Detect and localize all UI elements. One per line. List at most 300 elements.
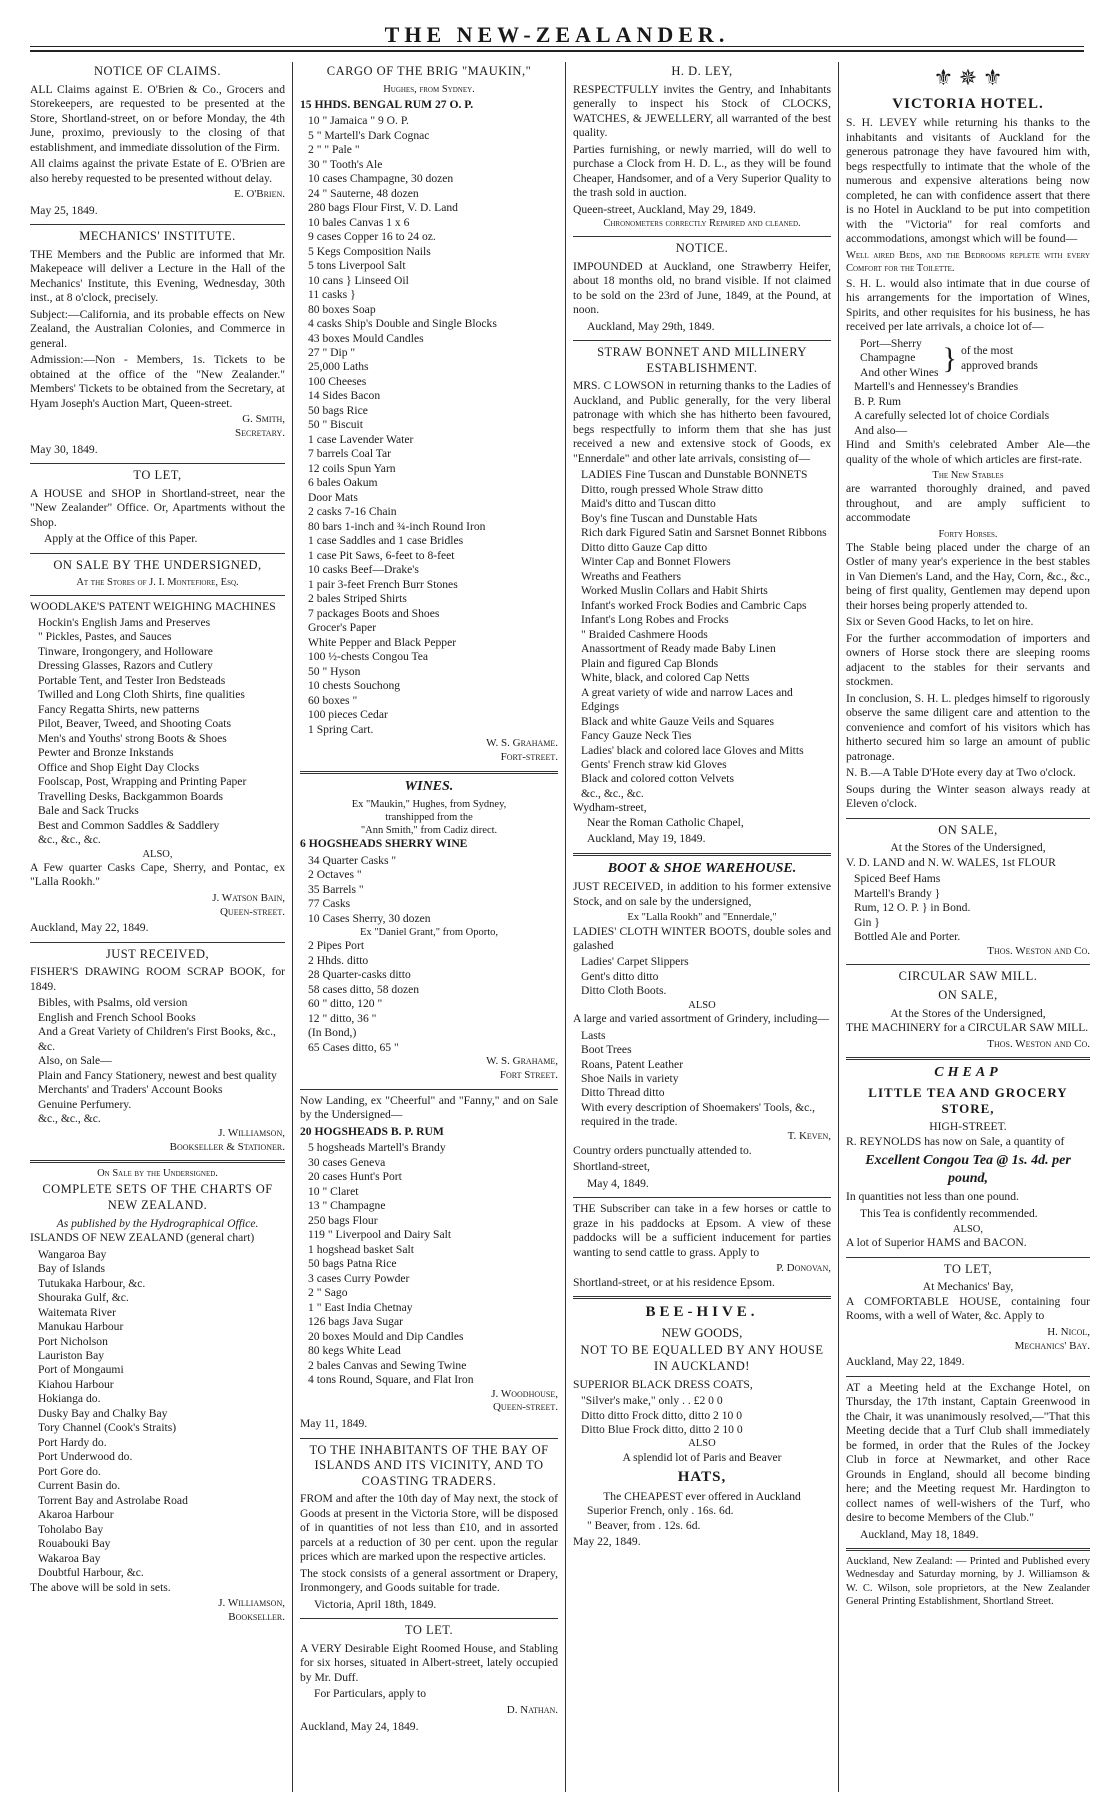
divider bbox=[573, 1197, 831, 1198]
ad-heading: BOOT & SHOE WAREHOUSE. bbox=[607, 860, 797, 876]
ad-just-received bbox=[30, 947, 285, 1154]
column-divider bbox=[838, 62, 839, 1792]
list-item: 50 " Hyson bbox=[308, 664, 361, 678]
list-item: 1 Spring Cart. bbox=[308, 722, 374, 736]
list-item: Winter Cap and Bonnet Flowers bbox=[581, 555, 731, 569]
ad-subheading: At Mechanics' Bay, bbox=[922, 1280, 1014, 1294]
divider bbox=[30, 553, 285, 554]
list-item: 11 casks } bbox=[308, 288, 356, 302]
ad-to-let-house bbox=[300, 1623, 558, 1734]
list-item: Bottled Ale and Porter. bbox=[854, 930, 961, 944]
list-item: A carefully selected lot of choice Cordials bbox=[854, 409, 1050, 423]
column-divider bbox=[292, 62, 293, 1792]
ad-signature: Bookseller & Stationer. bbox=[169, 1140, 285, 1153]
ad-lead-item: WOODLAKE'S PATENT WEIGHING MACHINES bbox=[30, 599, 276, 613]
list-item: 1 " East India Chetnay bbox=[308, 1300, 413, 1314]
list-item: 50 " Biscuit bbox=[308, 418, 363, 432]
list-item: Waitemata River bbox=[38, 1305, 116, 1319]
list-item: Wakaroa Bay bbox=[38, 1551, 101, 1565]
list-item: 4 casks Ship's Double and Single Blocks bbox=[308, 317, 497, 331]
list-item: Ditto Blue Frock ditto, ditto 2 10 0 bbox=[581, 1423, 743, 1436]
ad-body: A lot of Superior HAMS and BACON. bbox=[846, 1236, 1027, 1250]
ad-notice-of-claims bbox=[30, 64, 285, 218]
list-item: Rich dark Figured Satin and Sarsnet Bonnet Ribbons bbox=[581, 526, 827, 540]
list-item: Plain and figured Cap Blonds bbox=[581, 656, 719, 670]
ad-body: In quantities not less than one pound. bbox=[846, 1190, 1019, 1204]
divider bbox=[300, 1438, 558, 1439]
ad-body: For Particulars, apply to bbox=[314, 1687, 427, 1701]
columns bbox=[30, 62, 1090, 1792]
ad-subheading: Ex "Lalla Rookh" and "Ennerdale," bbox=[627, 912, 777, 924]
divider bbox=[30, 595, 285, 596]
ad-signature: J. Watson Bain, bbox=[212, 891, 285, 904]
item-list bbox=[300, 1141, 558, 1387]
list-item: 2 Pipes Port bbox=[308, 939, 365, 953]
ad-date: Auckland, May 22, 1849. bbox=[846, 1355, 965, 1369]
ad-body: The above will be sold in sets. bbox=[30, 1580, 171, 1594]
list-item: Wreaths and Feathers bbox=[581, 569, 681, 583]
ad-date: Auckland, May 19, 1849. bbox=[587, 832, 706, 846]
ad-signature: W. S. Grahame. bbox=[486, 737, 558, 750]
list-item: Shoe Nails in variety bbox=[581, 1071, 679, 1085]
list-item: Maid's ditto and Tuscan ditto bbox=[581, 497, 716, 511]
divider bbox=[30, 1160, 285, 1163]
list-item: Ditto ditto Gauze Cap ditto bbox=[581, 540, 708, 554]
ad-heading: TO LET. bbox=[404, 1623, 454, 1638]
ad-date: Auckland, May 29th, 1849. bbox=[587, 319, 715, 333]
list-item: Port Hardy do. bbox=[38, 1435, 107, 1449]
ad-body: THE Subscriber can take in a few horses or cattle to graze in his paddocks at Epsom. A view of these paddocks will be a sufficient inducement for parties wanting to send cattle to grass. Apply to bbox=[573, 1202, 831, 1259]
ad-body: Hind and Smith's celebrated Amber Ale—the quality of the whole of which articles are first-rate. bbox=[846, 438, 1090, 466]
ad-lead-item: LADIES' CLOTH WINTER BOOTS, double soles and galashed bbox=[573, 924, 831, 952]
ad-subheading: Ex "Maukin," Hughes, from Sydney, bbox=[351, 799, 507, 811]
item-list bbox=[846, 380, 1090, 438]
ad-hd-ley bbox=[573, 64, 831, 230]
list-item: 1 case Saddles and 1 case Bridles bbox=[308, 534, 464, 548]
list-item: 12 " ditto, 36 " bbox=[308, 1011, 377, 1025]
list-item: Akaroa Harbour bbox=[38, 1508, 114, 1522]
list-item: 10 Cases Sherry, 30 dozen bbox=[308, 911, 431, 925]
ad-body: Soups during the Winter season always ready at Eleven o'clock. bbox=[846, 782, 1090, 811]
list-item: Pilot, Beaver, Tweed, and Shooting Coats bbox=[38, 717, 232, 731]
ad-signature: J. Williamson, bbox=[218, 1597, 285, 1610]
ad-date: May 22, 1849. bbox=[573, 1535, 641, 1549]
list-item: Also, on Sale— bbox=[38, 1054, 112, 1068]
ad-heading: ON SALE BY THE UNDERSIGNED, bbox=[53, 557, 262, 572]
ad-body: FROM and after the 10th day of May next, the stock of Goods at present in the Victoria Store, will be disposed of in quantities of not less than £10, and in assorted parcels at a reduction of 30 per cent. upon the regular prices which are marked upon the respective articles. bbox=[300, 1492, 558, 1564]
list-item: 30 " Tooth's Ale bbox=[308, 157, 383, 171]
ad-heading: ON SALE, bbox=[938, 822, 998, 837]
list-item: 58 cases ditto, 58 dozen bbox=[308, 982, 420, 996]
ad-subheading: NEW GOODS, bbox=[661, 1325, 743, 1341]
ad-subheading: The New Stables bbox=[932, 470, 1004, 482]
ad-signature: Thos. Weston and Co. bbox=[987, 944, 1090, 957]
list-item: 60 " ditto, 120 " bbox=[308, 997, 383, 1011]
ad-subheading: NOT TO BE EQUALLED BY ANY HOUSE IN AUCKLAND! bbox=[580, 1343, 824, 1373]
list-item: With every description of Shoemakers' Tools, &c., required in the trade. bbox=[581, 1100, 816, 1129]
ad-body: ALL Claims against E. O'Brien & Co., Grocers and Storekeepers, are requested to be presented at the Store, Shortland-street, on or before Monday, the 4th June, proximo, previously to the closing of that establishment, and immediate dissolution of the Firm. bbox=[30, 82, 285, 154]
list-item: Fancy Gauze Neck Ties bbox=[581, 729, 692, 743]
ad-date: Victoria, April 18th, 1849. bbox=[314, 1597, 437, 1611]
list-item: And a Great Variety of Children's First Books, &c., &c. bbox=[38, 1025, 276, 1053]
list-item: 100 ½-chests Congou Tea bbox=[308, 650, 429, 664]
list-item: 2 casks 7-16 Chain bbox=[308, 505, 397, 519]
list-item: 80 kegs White Lead bbox=[308, 1344, 401, 1358]
list-item: 65 Cases ditto, 65 " bbox=[308, 1040, 399, 1054]
list-item: 1 pair 3-feet French Burr Stones bbox=[308, 577, 458, 591]
list-item: Port—Sherry bbox=[860, 336, 922, 350]
list-item: " Braided Cashmere Hoods bbox=[581, 627, 708, 641]
royal-arms-icon: ⚜ ✵ ⚜ bbox=[933, 65, 1003, 90]
divider bbox=[573, 340, 831, 341]
list-item: Gents' French straw kid Gloves bbox=[581, 758, 727, 771]
ad-body: All claims against the private Estate of E. O'Brien are also hereby requested to be presented without delay. bbox=[30, 157, 285, 185]
ad-lead-item: ISLANDS OF NEW ZEALAND (general chart) bbox=[30, 1231, 255, 1245]
ad-heading: TO LET, bbox=[133, 468, 182, 483]
list-item: Fancy Regatta Shirts, new patterns bbox=[38, 702, 200, 716]
ad-body: Well aired Beds, and the Bedrooms replete with every Comfort for the Toilette. bbox=[846, 249, 1090, 274]
item-list bbox=[30, 1248, 285, 1581]
list-item: Men's and Youths' strong Boots & Shoes bbox=[38, 731, 227, 745]
list-item: Tory Channel (Cook's Straits) bbox=[38, 1421, 177, 1435]
list-item: Dusky Bay and Chalky Bay bbox=[38, 1406, 168, 1420]
list-item: Bale and Sack Trucks bbox=[38, 804, 139, 818]
list-item: Hokianga do. bbox=[38, 1392, 101, 1406]
also-label: ALSO, bbox=[142, 848, 173, 860]
column-4 bbox=[846, 62, 1090, 1792]
list-item: 250 bags Flour bbox=[308, 1213, 378, 1227]
list-item: Port of Mongaumi bbox=[38, 1363, 124, 1377]
ad-subheading: Ex "Daniel Grant," from Oporto, bbox=[359, 927, 499, 939]
imprint: Auckland, New Zealand: — Printed and Published every Wednesday and Saturday morning, by J. Williamson & W. C. Wilson, sole proprietors, at the New Zealander General Printing Establishment, Shortland Street. bbox=[846, 1556, 1090, 1607]
list-item: Bay of Islands bbox=[38, 1262, 105, 1276]
ad-on-sale bbox=[30, 558, 285, 936]
list-item: 10 cans } Linseed Oil bbox=[308, 273, 409, 287]
masthead-title: THE NEW-ZEALANDER. bbox=[384, 22, 730, 47]
column-1 bbox=[30, 62, 285, 1792]
ad-heading: JUST RECEIVED, bbox=[105, 946, 210, 961]
masthead bbox=[30, 22, 1084, 56]
ad-lead-item: SUPERIOR BLACK DRESS COATS, bbox=[573, 1377, 753, 1391]
ad-signature: Thos. Weston and Co. bbox=[987, 1037, 1090, 1050]
ad-subheading: At the Stores of J. I. Montefiore, Esq. bbox=[76, 577, 239, 589]
ad-body: N. B.—A Table D'Hote every day at Two o'clock. bbox=[846, 766, 1076, 780]
ad-signature: G. Smith, bbox=[242, 413, 285, 426]
ad-boot-shoe bbox=[573, 860, 831, 1191]
ad-signature: J. Williamson, bbox=[218, 1126, 285, 1139]
ad-lead-item: 6 HOGSHEADS SHERRY WINE bbox=[300, 837, 468, 851]
list-item: Boy's fine Tuscan and Dunstable Hats bbox=[581, 511, 758, 525]
ad-lead-item: V. D. LAND and N. W. WALES, 1st FLOUR bbox=[846, 855, 1056, 869]
ad-subheading: Forty Horses. bbox=[938, 528, 998, 540]
also-label: ALSO, bbox=[952, 1224, 984, 1236]
list-item: 10 cases Champagne, 30 dozen bbox=[308, 172, 454, 186]
list-item: 2 " " Pale " bbox=[308, 143, 360, 157]
list-item: Door Mats bbox=[308, 490, 358, 504]
list-item: 60 boxes " bbox=[308, 693, 358, 707]
list-item: Best and Common Saddles & Saddlery bbox=[38, 818, 220, 832]
list-item: Rum, 12 O. P. } in Bond. bbox=[854, 901, 971, 915]
list-item: B. P. Rum bbox=[854, 394, 902, 408]
list-item: 20 cases Hunt's Port bbox=[308, 1170, 402, 1184]
list-item: Ditto Thread ditto bbox=[581, 1086, 665, 1100]
list-item: 3 cases Curry Powder bbox=[308, 1271, 410, 1285]
list-item: Port Underwood do. bbox=[38, 1450, 133, 1464]
list-item: And also— bbox=[854, 423, 908, 437]
list-item: Anassortment of Ready made Baby Linen bbox=[581, 642, 776, 656]
list-item: &c., &c., &c. bbox=[38, 833, 101, 847]
list-item: Travelling Desks, Backgammon Boards bbox=[38, 789, 224, 803]
list-item: Plain and Fancy Stationery, newest and best quality bbox=[38, 1068, 277, 1082]
ad-signature: Mechanics' Bay. bbox=[1014, 1339, 1090, 1352]
ad-signature: Queen-street. bbox=[219, 905, 285, 918]
ad-body: IMPOUNDED at Auckland, one Strawberry Heifer, about 18 months old, no brand visible. If not claimed to be sold on the 23rd of June, 1849, at the Pound, at noon. bbox=[573, 259, 831, 317]
ad-address: Wydham-street, bbox=[573, 801, 647, 815]
list-item: 4 tons Round, Square, and Flat Iron bbox=[308, 1373, 474, 1387]
list-item: Ladies' Carpet Slippers bbox=[581, 955, 689, 969]
ad-heading: MECHANICS' INSTITUTE. bbox=[79, 229, 236, 244]
list-item: 10 chests Souchong bbox=[308, 679, 401, 693]
ad-signature: E. O'Brien. bbox=[234, 188, 285, 201]
ad-subheading: Hughes, from Sydney. bbox=[383, 83, 475, 95]
ad-signature: W. S. Grahame, bbox=[486, 1055, 558, 1068]
list-item: Martell's and Hennessey's Brandies bbox=[854, 380, 1019, 394]
ad-straw-bonnet bbox=[573, 345, 831, 847]
list-item: 280 bags Flour First, V. D. Land bbox=[308, 201, 458, 215]
ad-date: May 25, 1849. bbox=[30, 203, 98, 217]
list-item: Doubtful Harbour, &c. bbox=[38, 1566, 144, 1580]
list-item: Port Nicholson bbox=[38, 1334, 108, 1348]
ad-bee-hive bbox=[573, 1303, 831, 1549]
list-item: 24 " Sauterne, 48 dozen bbox=[308, 186, 419, 200]
list-item: 10 casks Beef—Drake's bbox=[308, 563, 419, 577]
list-item: 100 pieces Cedar bbox=[308, 708, 388, 722]
ad-cargo bbox=[300, 64, 558, 765]
list-item: 2 bales Striped Shirts bbox=[308, 592, 407, 606]
ad-body: RESPECTFULLY invites the Gentry, and Inhabitants generally to inspect his Stock of CLOCKS, WATCHES, & JEWELLERY, all warranted of the best quality. bbox=[573, 82, 831, 140]
list-item: 80 boxes Soap bbox=[308, 302, 376, 316]
ad-date: May 11, 1849. bbox=[300, 1417, 368, 1431]
list-item: 9 cases Copper 16 to 24 oz. bbox=[308, 230, 436, 244]
list-item: 5 " Martell's Dark Cognac bbox=[308, 128, 430, 142]
list-item: A great variety of wide and narrow Laces and Edgings bbox=[581, 685, 793, 714]
list-item: 10 " Claret bbox=[308, 1184, 359, 1198]
ad-body: This Tea is confidently recommended. bbox=[860, 1206, 1038, 1220]
ad-date: May 4, 1849. bbox=[587, 1176, 649, 1190]
list-item: 10 " Jamaica " 9 O. P. bbox=[308, 114, 409, 128]
list-item: 2 Octaves " bbox=[308, 868, 362, 882]
divider bbox=[300, 1089, 558, 1090]
list-item: 12 coils Spun Yarn bbox=[308, 461, 396, 475]
list-item: Tinware, Irongongery, and Holloware bbox=[38, 644, 213, 658]
brace: } bbox=[942, 341, 957, 375]
ad-mechanics-institute bbox=[30, 229, 285, 457]
ad-saw-mill bbox=[846, 969, 1090, 1051]
ad-body: THE MACHINERY for a CIRCULAR SAW MILL. bbox=[846, 1021, 1089, 1035]
list-item: Boot Trees bbox=[581, 1043, 632, 1057]
list-item: Ditto, rough pressed Whole Straw ditto bbox=[581, 482, 764, 496]
ad-signature: Secretary. bbox=[234, 426, 285, 439]
ad-signature: T. Keven, bbox=[787, 1129, 831, 1142]
ad-body: A HOUSE and SHOP in Shortland-street, near the "New Zealander" Office. Or, Apartments without the Shop. bbox=[30, 486, 285, 529]
ad-cheap-tea bbox=[846, 1064, 1090, 1251]
ad-heading: TO LET, bbox=[943, 1261, 993, 1276]
list-item: 77 Casks bbox=[308, 897, 351, 911]
ad-signature: Bookseller. bbox=[228, 1610, 285, 1623]
list-item: 7 barrels Coal Tar bbox=[308, 447, 392, 461]
ad-body: A Few quarter Casks Cape, Sherry, and Pontac, ex "Lalla Rookh." bbox=[30, 860, 285, 889]
list-item: &c., &c., &c. bbox=[581, 786, 644, 800]
ad-address: Shortland-street, or at his residence Epsom. bbox=[573, 1275, 775, 1289]
ad-body: are warranted thoroughly drained, and paved throughout, and are amply sufficient to accommodate bbox=[846, 482, 1090, 525]
divider bbox=[300, 1618, 558, 1619]
list-item: Twilled and Long Cloth Shirts, fine qualities bbox=[38, 688, 245, 702]
list-item: 28 Quarter-casks ditto bbox=[308, 968, 411, 982]
list-item: White, black, and colored Cap Netts bbox=[581, 671, 750, 685]
list-item: Foolscap, Post, Wrapping and Printing Paper bbox=[38, 775, 247, 789]
item-list bbox=[30, 996, 285, 1126]
ad-to-let bbox=[30, 468, 285, 547]
ad-date: Auckland, May 22, 1849. bbox=[30, 921, 149, 935]
ad-body: R. REYNOLDS has now on Sale, a quantity of bbox=[846, 1134, 1065, 1148]
ad-highlight: Excellent Congou Tea @ 1s. 4d. per pound, bbox=[865, 1153, 1071, 1186]
list-item: Black and white Gauze Veils and Squares bbox=[581, 714, 774, 728]
ad-heading: CIRCULAR SAW MILL. bbox=[898, 969, 1038, 984]
ad-subheading: At the Stores of the Undersigned, bbox=[890, 841, 1046, 855]
ad-victoria-hotel bbox=[846, 64, 1090, 812]
ad-signature: J. Woodhouse, bbox=[491, 1387, 558, 1400]
item-list bbox=[573, 468, 831, 801]
ad-body: For the further accommodation of importers and owners of Horse stock there are sleeping rooms adjacent to the stables for their servants and stockmen. bbox=[846, 631, 1090, 689]
list-item: Martell's Brandy } bbox=[854, 886, 941, 900]
list-item: Tutukaka Harbour, &c. bbox=[38, 1276, 146, 1290]
list-item: Ladies' black and colored lace Gloves and Mitts bbox=[581, 743, 804, 757]
list-item: Kiahou Harbour bbox=[38, 1377, 114, 1391]
list-item: 100 Cheeses bbox=[308, 374, 367, 388]
list-item: 50 bags Rice bbox=[308, 403, 368, 417]
ad-body: THE Members and the Public are informed that Mr. Makepeace will deliver a Lecture in the Hall of the Mechanics' Institute, this Evening, Wednesday, 30th inst., at 8 o'clock, precisely. bbox=[30, 247, 285, 305]
ad-body: JUST RECEIVED, in addition to his former extensive Stock, and on sale by the undersigned, bbox=[573, 880, 831, 908]
list-item: Ditto Cloth Boots. bbox=[581, 984, 667, 998]
ad-date: Auckland, May 18, 1849. bbox=[860, 1527, 979, 1541]
list-item: Dressing Glasses, Razors and Cutlery bbox=[38, 659, 213, 673]
ad-lead-item: 20 HOGSHEADS B. P. RUM bbox=[300, 1124, 444, 1138]
list-item: Infant's worked Frock Bodies and Cambric Caps bbox=[581, 598, 807, 612]
item-list bbox=[300, 114, 558, 737]
list-item: 1 case Lavender Water bbox=[308, 432, 414, 446]
item-list bbox=[573, 1394, 831, 1437]
ad-heading: TO THE INHABITANTS OF THE BAY OF ISLANDS AND ITS VICINITY, AND TO COASTING TRADERS. bbox=[309, 1442, 549, 1488]
ad-subheading: transhipped from the bbox=[385, 812, 473, 824]
ad-subheading: LITTLE TEA AND GROCERY STORE, bbox=[868, 1084, 1068, 1117]
divider bbox=[30, 224, 285, 225]
item-list bbox=[300, 854, 558, 926]
ad-subheading: As published by the Hydrographical Office. bbox=[56, 1216, 259, 1230]
list-item: Genuine Perfumery. bbox=[38, 1097, 132, 1111]
ad-body: The Stable being placed under the charge of an Ostler of many year's experience in the best stables in Van Diemen's Land, and the Hay, Corn, &c., &c., being of first quality, Gentlemen may depend upon their horses being properly attended to. bbox=[846, 540, 1090, 612]
ad-body: A splendid lot of Paris and Beaver bbox=[622, 1450, 782, 1464]
list-item: 7 packages Boots and Shoes bbox=[308, 606, 440, 620]
ad-signature: D. Nathan. bbox=[506, 1703, 558, 1716]
ad-signature: P. Donovan, bbox=[776, 1262, 831, 1275]
list-item: Lauriston Bay bbox=[38, 1349, 105, 1362]
list-item: 35 Barrels " bbox=[308, 882, 364, 896]
ad-lead-item: FISHER'S DRAWING ROOM SCRAP BOOK, for 1849. bbox=[30, 965, 285, 993]
ad-now-landing bbox=[300, 1094, 558, 1432]
item-list bbox=[573, 955, 831, 998]
list-item: 126 bags Java Sugar bbox=[308, 1315, 403, 1329]
brace-label: of the most approved brands bbox=[960, 344, 1038, 372]
list-item: Gent's ditto ditto bbox=[581, 969, 659, 983]
also-label: ALSO bbox=[688, 1438, 716, 1450]
ad-heading: WINES. bbox=[404, 778, 454, 794]
list-item: And other Wines bbox=[860, 365, 939, 379]
list-item: 30 cases Geneva bbox=[308, 1155, 386, 1169]
list-item: Infant's Long Robes and Frocks bbox=[581, 613, 729, 627]
ad-body: MRS. C LOWSON in returning thanks to the Ladies of Auckland, and Public generally, for the very liberal patronage with which she has hitherto been favoured, begs respectfully to inform them that she has just received a new and extensive stock of Goods, ex "Ennerdale" and other late arrivals, consisting of— bbox=[573, 379, 831, 465]
list-item: Toholabo Bay bbox=[38, 1522, 104, 1536]
ad-body: A large and varied assortment of Grindery, including— bbox=[573, 1012, 829, 1026]
list-item: 14 Sides Bacon bbox=[308, 389, 381, 403]
list-item: Bibles, with Psalms, old version bbox=[38, 996, 188, 1010]
divider bbox=[846, 1057, 1090, 1060]
ad-body: A COMFORTABLE HOUSE, containing four Rooms, with a well of Water, &c. Apply to bbox=[846, 1294, 1090, 1323]
ad-heading: BEE-HIVE. bbox=[645, 1304, 759, 1321]
list-item: 10 bales Canvas 1 x 6 bbox=[308, 215, 410, 229]
list-item: 80 bars 1-inch and ¾-inch Round Iron bbox=[308, 519, 486, 533]
column-3 bbox=[573, 62, 831, 1792]
ad-heading: STRAW BONNET AND MILLINERY ESTABLISHMENT. bbox=[597, 345, 807, 375]
ad-date: Queen-street, Auckland, May 29, 1849. bbox=[573, 202, 756, 216]
list-item: Champagne bbox=[860, 351, 916, 365]
ad-heading: NOTICE. bbox=[675, 241, 729, 256]
price-line: Superior French, only . 16s. 6d. bbox=[587, 1504, 734, 1518]
list-item: Roans, Patent Leather bbox=[581, 1057, 684, 1071]
list-item: Gin } bbox=[854, 915, 880, 929]
list-item: Torrent Bay and Astrolabe Road bbox=[38, 1493, 188, 1507]
column-divider bbox=[565, 62, 566, 1792]
list-item: Shouraka Gulf, &c. bbox=[38, 1291, 129, 1305]
ad-to-let-mechanics-bay bbox=[846, 1262, 1090, 1370]
list-item: Grocer's Paper bbox=[308, 621, 377, 635]
ad-body: Apply at the Office of this Paper. bbox=[44, 532, 198, 546]
ad-signature: Fort-street. bbox=[500, 750, 558, 763]
ad-signature: Fort Street. bbox=[499, 1069, 558, 1082]
list-item: LADIES Fine Tuscan and Dunstable BONNETS bbox=[581, 468, 808, 482]
divider bbox=[846, 964, 1090, 965]
divider bbox=[846, 1257, 1090, 1258]
ad-signature: Queen-street. bbox=[492, 1401, 558, 1414]
list-item: Pewter and Bronze Inkstands bbox=[38, 746, 174, 760]
list-item: English and French School Books bbox=[38, 1010, 196, 1024]
divider bbox=[30, 463, 285, 464]
item-list bbox=[573, 1029, 831, 1130]
divider bbox=[846, 818, 1090, 819]
list-item: Portable Tent, and Tester Iron Bedsteads bbox=[38, 673, 226, 687]
ad-address: Shortland-street, bbox=[573, 1160, 650, 1174]
list-item: 6 bales Oakum bbox=[308, 476, 378, 490]
wine-group bbox=[846, 337, 1090, 380]
list-item: Ditto ditto Frock ditto, ditto 2 10 0 bbox=[581, 1408, 743, 1422]
list-item: Rouabouki Bay bbox=[38, 1537, 111, 1551]
list-item: Wangaroa Bay bbox=[38, 1247, 107, 1261]
list-item: Hockin's English Jams and Preserves bbox=[38, 615, 211, 629]
list-item: &c., &c., &c. bbox=[38, 1112, 101, 1126]
ad-body: Now Landing, ex "Cheerful" and "Fanny," and on Sale by the Undersigned— bbox=[300, 1093, 558, 1122]
list-item: 25,000 Laths bbox=[308, 360, 369, 374]
ad-wines bbox=[300, 778, 558, 1083]
item-list bbox=[860, 337, 939, 380]
